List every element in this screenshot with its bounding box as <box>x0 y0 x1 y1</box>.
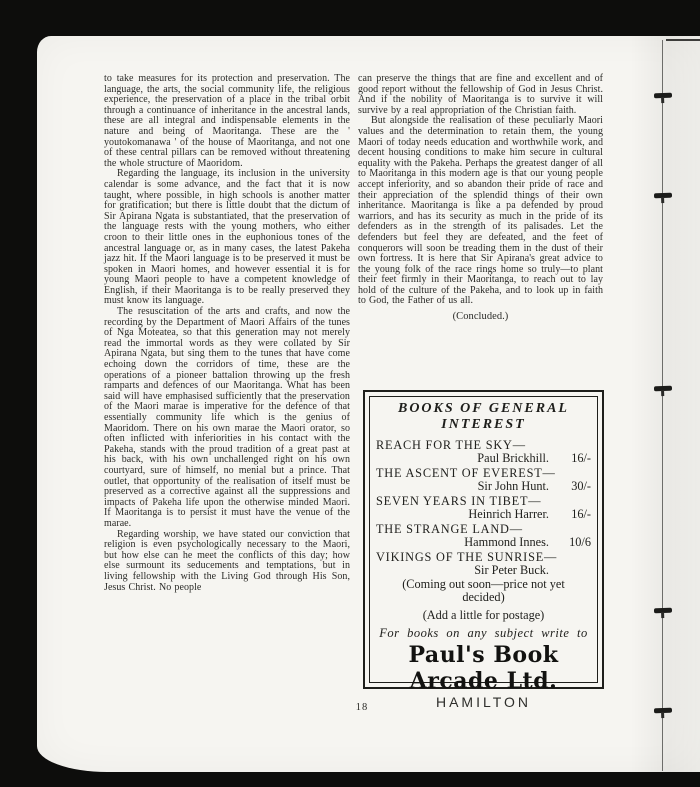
ad-inner-rule <box>369 396 598 710</box>
right-text-column <box>358 74 603 323</box>
binding-stitch <box>654 386 672 392</box>
ad-heading <box>370 401 597 433</box>
coming-soon-note: (Coming out soon—price not yet decided) <box>402 577 565 604</box>
book-title: REACH FOR THE SKY— <box>376 438 526 452</box>
binding-stitch <box>654 93 672 99</box>
book-list <box>370 438 597 577</box>
page-number: 18 <box>355 702 369 713</box>
book-price: 16/- <box>571 507 591 521</box>
book-entry <box>376 494 591 521</box>
book-title: THE ASCENT OF EVEREST— <box>376 466 556 480</box>
book-byline <box>376 564 591 577</box>
body-paragraph: can preserve the things that are fine and excellent and of good report without the fellowship of God in Jesus Christ. And if the nobility of Maoritanga is to survive it will survive by a real appropriation of the Christian faith. <box>358 73 603 116</box>
body-paragraph: to take measures for its protection and preservation. The language, the arts, the social community life, the religious experience, the preservation of a place in the tribal orbit through a continuance of inheritance in the ancestral lands, these are all integral and indispensable elements in the nature and being of Maoritanga. These are the ' youtokomanawa ' of the house of Maoritanga, and not one of these central pillars can be removed without threatening the whole structure of Maoridom. <box>104 73 350 169</box>
book-title: VIKINGS OF THE SUNRISE— <box>376 550 558 564</box>
book-byline <box>376 480 591 493</box>
binding-stitch <box>654 193 672 199</box>
store-name: Paul's Book Arcade Ltd. <box>408 642 559 694</box>
book-byline <box>376 452 591 465</box>
book-byline <box>376 508 591 521</box>
binding-thread <box>662 40 663 771</box>
store-city: HAMILTON <box>435 694 532 710</box>
page-edge <box>666 39 700 41</box>
postage-note: (Add a little for postage) <box>422 608 545 622</box>
book-title: THE STRANGE LAND— <box>376 522 523 536</box>
book-author: Paul Brickhill. <box>477 451 549 465</box>
book-author: Sir Peter Buck. <box>474 563 549 577</box>
book-author: Heinrich Harrer. <box>468 507 549 521</box>
body-paragraph: The resuscitation of the arts and crafts, and now the recording by the Department of Maori Affairs of the tunes of Nga Moteatea, so that this generation may not merely read the immortal words as they were collated by Sir Apirana Ngata, but sing them to the tunes that have come echoing down the corridors of time, these are the operations of a pioneer battalion throwing up the fresh ramparts and defences of our Maoritanga. What has been said will have emphasised sufficiently that the preservation of the Maori marae is imperative for the defence of that essentially community life which is the genius of Maoridom. There on his own marae the Maori orator, so often inflicted with inferiorities in his contact with the Pakeha, stands with the proud tradition of a great past at his back, with his own unchallenged right on his own courtyard, sure of himself, no menial but a prince. That outlet, that opportunity of the realisation of itself must be preserved as a corrective against all the suppressions and impacts of Pakeha life upon the otherwise minded Maori. If Maoritanga is to persist it must have the venue of the marae. <box>104 306 350 529</box>
body-paragraph: Regarding the language, its inclusion in the university calendar is some advance, and the fact that it is now taught, where possible, in high schools is another matter for gratification; but there is little doubt that the dictum of Sir Apirana Ngata is substantiated, that the preservation of the language rests with the young mothers, who either croon to their little ones in the euphonious tones of the ancestral language or, as in many cases, the latest Pakeha jazz hit. If the Maori language is to be preserved it must be spoken in Maori homes, and however essential it is for young Maori people to have a competent knowledge of English, if their Maoritanga is to be really preserved they must know its language. <box>104 168 351 307</box>
book-page <box>37 36 700 772</box>
body-paragraph: Regarding worship, we have stated our conviction that religion is even psychologically necessary to the Maori, but how else can he meet the conflicts of this day; how else surmount its seducements and temptations, but in living fellowship with the Living God through His Son, Jesus Christ. No people <box>104 528 350 593</box>
book-price: 16/- <box>571 451 591 465</box>
book-advertisement-box <box>363 390 604 710</box>
book-price <box>549 564 591 577</box>
book-price: 10/6 <box>569 535 591 549</box>
ad-cta-line: For books on any subject write to <box>379 626 588 640</box>
ad-heading-line1: BOOKS OF GENERAL <box>397 401 569 416</box>
body-paragraph: But alongside the realisation of these peculiarly Maori values and the determination to retain them, the young Maori of today needs education and worthwhile work, and decent housing conditions to make him secure in cultural equality with the Pakeha. Perhaps the greatest danger of all to Maoritanga in this modern age is that our young people accept inferiority, and so abandon their pride of race and their appreciation of the splendid things of their own inheritance. Maoritanga is like a pa defended by proud warriors, and has its security as much in the pride of its defenders as in the strength of its palisades. Let the defenders but feel they are defeated, and the feet of conquerors will soon be treading them in the dust of their own fortress. It is here that Sir Apirana's great advice to the young folk of the race rings home so truly—to plant their feet firmly in their Maoritanga, to reach out to lay hold of the culture of the Pakeha, and to look up in faith to God, the Father of us all. <box>358 115 603 307</box>
binding-stitch <box>654 608 672 614</box>
book-entry <box>376 438 591 465</box>
book-entry <box>376 522 591 549</box>
left-text-column <box>104 74 350 593</box>
book-entry <box>376 550 591 577</box>
book-title: SEVEN YEARS IN TIBET— <box>376 494 542 508</box>
book-byline <box>376 536 591 549</box>
book-entry <box>376 466 591 493</box>
ad-heading-line2: INTEREST <box>441 417 526 432</box>
book-author: Hammond Innes. <box>464 535 549 549</box>
concluded-note: (Concluded.) <box>452 311 509 323</box>
book-author: Sir John Hunt. <box>477 479 549 493</box>
book-price: 30/- <box>571 479 591 493</box>
binding-stitch <box>654 708 672 714</box>
